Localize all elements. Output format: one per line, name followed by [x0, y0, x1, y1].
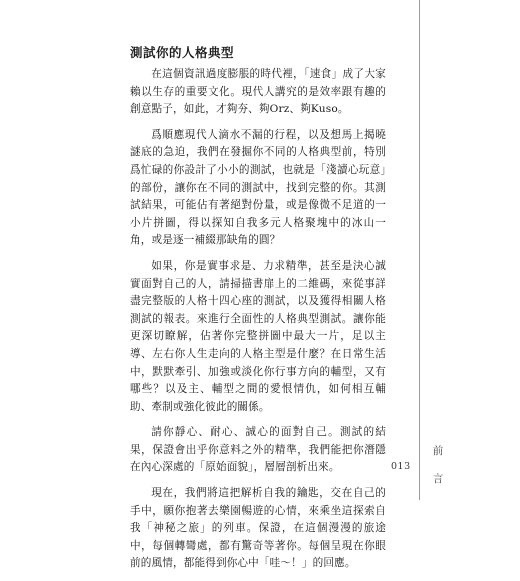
- page-number: 013: [391, 461, 411, 472]
- article-title: 測試你的人格典型: [130, 45, 235, 60]
- section-label: [432, 437, 444, 493]
- margin-divider-line: [419, 0, 420, 500]
- article-body: [130, 44, 386, 581]
- paragraph-5: 現在，我們將這把解析自我的鑰匙，交在自己的手中，願你抱著去樂園暢遊的心情，來乘坐這探索自我「神秘之旅」的列車。保證，在這個漫漫的旅途中，每個轉彎處，都有驚奇等著你。每個呈現在你眼前的風情，都能得到你心中「哇～！」的回應。: [130, 487, 386, 570]
- section-label-char: 言: [432, 473, 444, 485]
- paragraph-1: 在這個資訊過度膨脹的時代裡，「速食」成了大家賴以生存的重要文化。現代人講究的是效率跟有趣的創意點子，如此，才夠夯、夠Orz、夠Kuso。: [130, 68, 386, 116]
- section-label-char: 前: [432, 445, 444, 457]
- paragraph-2: 爲順應現代人滴水不漏的行程，以及想馬上揭曉謎底的急迫，我們在發掘你不同的人格典型前，特別爲忙碌的你設計了小小的測試，也就是「淺讀心玩意」的部份，讓你在不同的測試中，找到完整的你。其測試結果，可能佔有著絕對份量，或是像微不足道的一小片拼圖，得以探知自我多元人格聚塊中的冰山一角，或是逐一補綴那缺角的圓？: [130, 128, 386, 247]
- paragraph-3: 如果，你是實事求是、力求精準，甚至是決心誠實面對自己的人，請掃描書扉上的二維碼，來從事詳盡完整版的人格十四心座的測試，以及獲得相關人格測試的報表。來進行全面性的人格典型測試。讓你能更深切瞭解，佔著你完整拼圖中最大一片，足以主導、左右你人生走向的人格主型是什麼？在日常生活中，默默牽引、加強或淡化你行事方向的輔型，又有哪些？以及主、輔型之間的愛恨情仇，如何相互輔助、牽制或強化彼此的關係。: [130, 259, 386, 413]
- paragraph-4: 請你靜心、耐心、誠心的面對自己。測試的結果，保證會出乎你意料之外的精準，我們能把你潛隱在內心深處的「原始面貌」，層層剖析出來。: [130, 426, 386, 474]
